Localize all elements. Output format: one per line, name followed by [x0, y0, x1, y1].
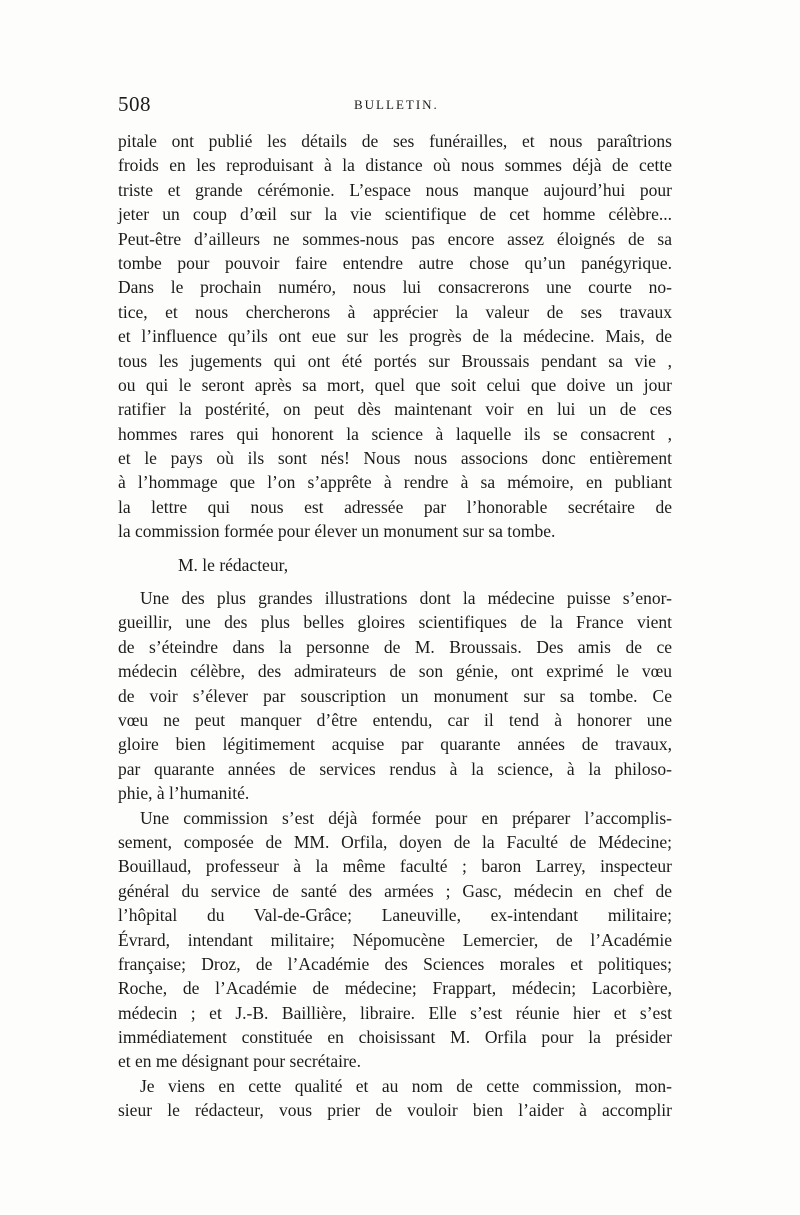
- text-line: Évrard, intendant militaire; Népomucène Lemercier, de l’Académie: [118, 929, 672, 950]
- text-line: de s’éteindre dans la personne de M. Broussais. Des amis de ce: [118, 636, 672, 657]
- text-line: sieur le rédacteur, vous prier de vouloir bien l’aider à accomplir: [118, 1100, 672, 1121]
- text-line: général du service de santé des armées ; Gasc, médecin en chef de: [118, 880, 672, 901]
- text-line: tice, et nous chercherons à apprécier la valeur de ses travaux: [118, 301, 672, 322]
- text-line: Peut-être d’ailleurs ne sommes-nous pas encore assez éloignés de sa: [118, 228, 672, 249]
- text-line: médecin célèbre, des admirateurs de son génie, ont exprimé le vœu: [118, 661, 672, 682]
- text-line: sement, composée de MM. Orfila, doyen de la Faculté de Médecine;: [118, 831, 672, 852]
- paragraph-gap: [118, 544, 672, 553]
- text-line: ou qui le seront après sa mort, quel que soit celui que doive un jour: [118, 374, 672, 395]
- text-line: et l’influence qu’ils ont eue sur les progrès de la médecine. Mais, de: [118, 326, 672, 347]
- text-line: ratifier la postérité, on peut dès maintenant voir en lui un de ces: [118, 399, 672, 420]
- text-line: Dans le prochain numéro, nous lui consacrerons une courte no-: [118, 277, 672, 298]
- text-line: gloire bien légitimement acquise par quarante années de travaux,: [118, 734, 672, 755]
- text-line: phie, à l’humanité.: [118, 783, 250, 804]
- text-line: et en me désignant pour secrétaire.: [118, 1051, 361, 1072]
- paragraph-gap: [118, 577, 672, 586]
- text-line: médecin ; et J.-B. Baillière, libraire. Elle s’est réunie hier et s’est: [118, 1002, 672, 1023]
- text-line: Bouillaud, professeur à la même faculté ; baron Larrey, inspecteur: [118, 856, 672, 877]
- letter-paragraph: [118, 586, 672, 806]
- letter-paragraph: [118, 806, 672, 1074]
- text-line: tous les jugements qui ont été portés sur Broussais pendant sa vie ,: [118, 350, 672, 371]
- text-line: Roche, de l’Académie de médecine; Frappart, médecin; Lacorbière,: [118, 978, 672, 999]
- body-text: [118, 129, 672, 1123]
- text-line: la lettre qui nous est adressée par l’honorable secrétaire de: [118, 496, 672, 517]
- text-line: hommes rares qui honorent la science à laquelle ils se consacrent ,: [118, 423, 672, 444]
- text-line: triste et grande cérémonie. L’espace nous manque aujourd’hui pour: [118, 179, 672, 200]
- letter-salutation: M. le rédacteur,: [178, 554, 289, 575]
- text-line: pitale ont publié les détails de ses funérailles, et nous paraîtrions: [118, 131, 672, 151]
- text-line: tombe pour pouvoir faire entendre autre chose qu’un panégyrique.: [118, 252, 672, 273]
- text-line: vœu ne peut manquer d’être entendu, car il tend à honorer une: [118, 709, 672, 730]
- intro-paragraph: [118, 129, 672, 544]
- text-line: et le pays où ils sont nés! Nous nous associons donc entièrement: [118, 448, 672, 469]
- text-line: froids en les reproduisant à la distance où nous sommes déjà de cette: [118, 155, 672, 176]
- text-line: gueillir, une des plus belles gloires scientifiques de la France vient: [118, 612, 672, 633]
- text-line: de voir s’élever par souscription un monument sur sa tombe. Ce: [118, 685, 672, 706]
- text-line: jeter un coup d’œil sur la vie scientifique de cet homme célèbre...: [118, 204, 672, 225]
- text-line: française; Droz, de l’Académie des Sciences morales et politiques;: [118, 953, 672, 974]
- text-line: Une commission s’est déjà formée pour en préparer l’accomplis-: [140, 807, 672, 828]
- text-line: Une des plus grandes illustrations dont la médecine puisse s’enor-: [140, 588, 672, 609]
- running-title: BULLETIN.: [354, 97, 439, 112]
- text-line: la commission formée pour élever un monument sur sa tombe.: [118, 521, 556, 542]
- text-line: par quarante années de services rendus à la science, à la philoso-: [118, 758, 672, 779]
- text-line: l’hôpital du Val-de-Grâce; Laneuville, ex-intendant militaire;: [118, 905, 672, 926]
- page-header: [118, 92, 670, 122]
- text-line: Je viens en cette qualité et au nom de cette commission, mon-: [140, 1075, 672, 1096]
- page-number: 508: [118, 92, 151, 116]
- text-line: à l’hommage que l’on s’apprête à rendre à sa mémoire, en publiant: [118, 472, 672, 493]
- text-line: immédiatement constituée en choisissant M. Orfila pour la présider: [118, 1027, 672, 1048]
- letter-paragraph: [118, 1074, 672, 1123]
